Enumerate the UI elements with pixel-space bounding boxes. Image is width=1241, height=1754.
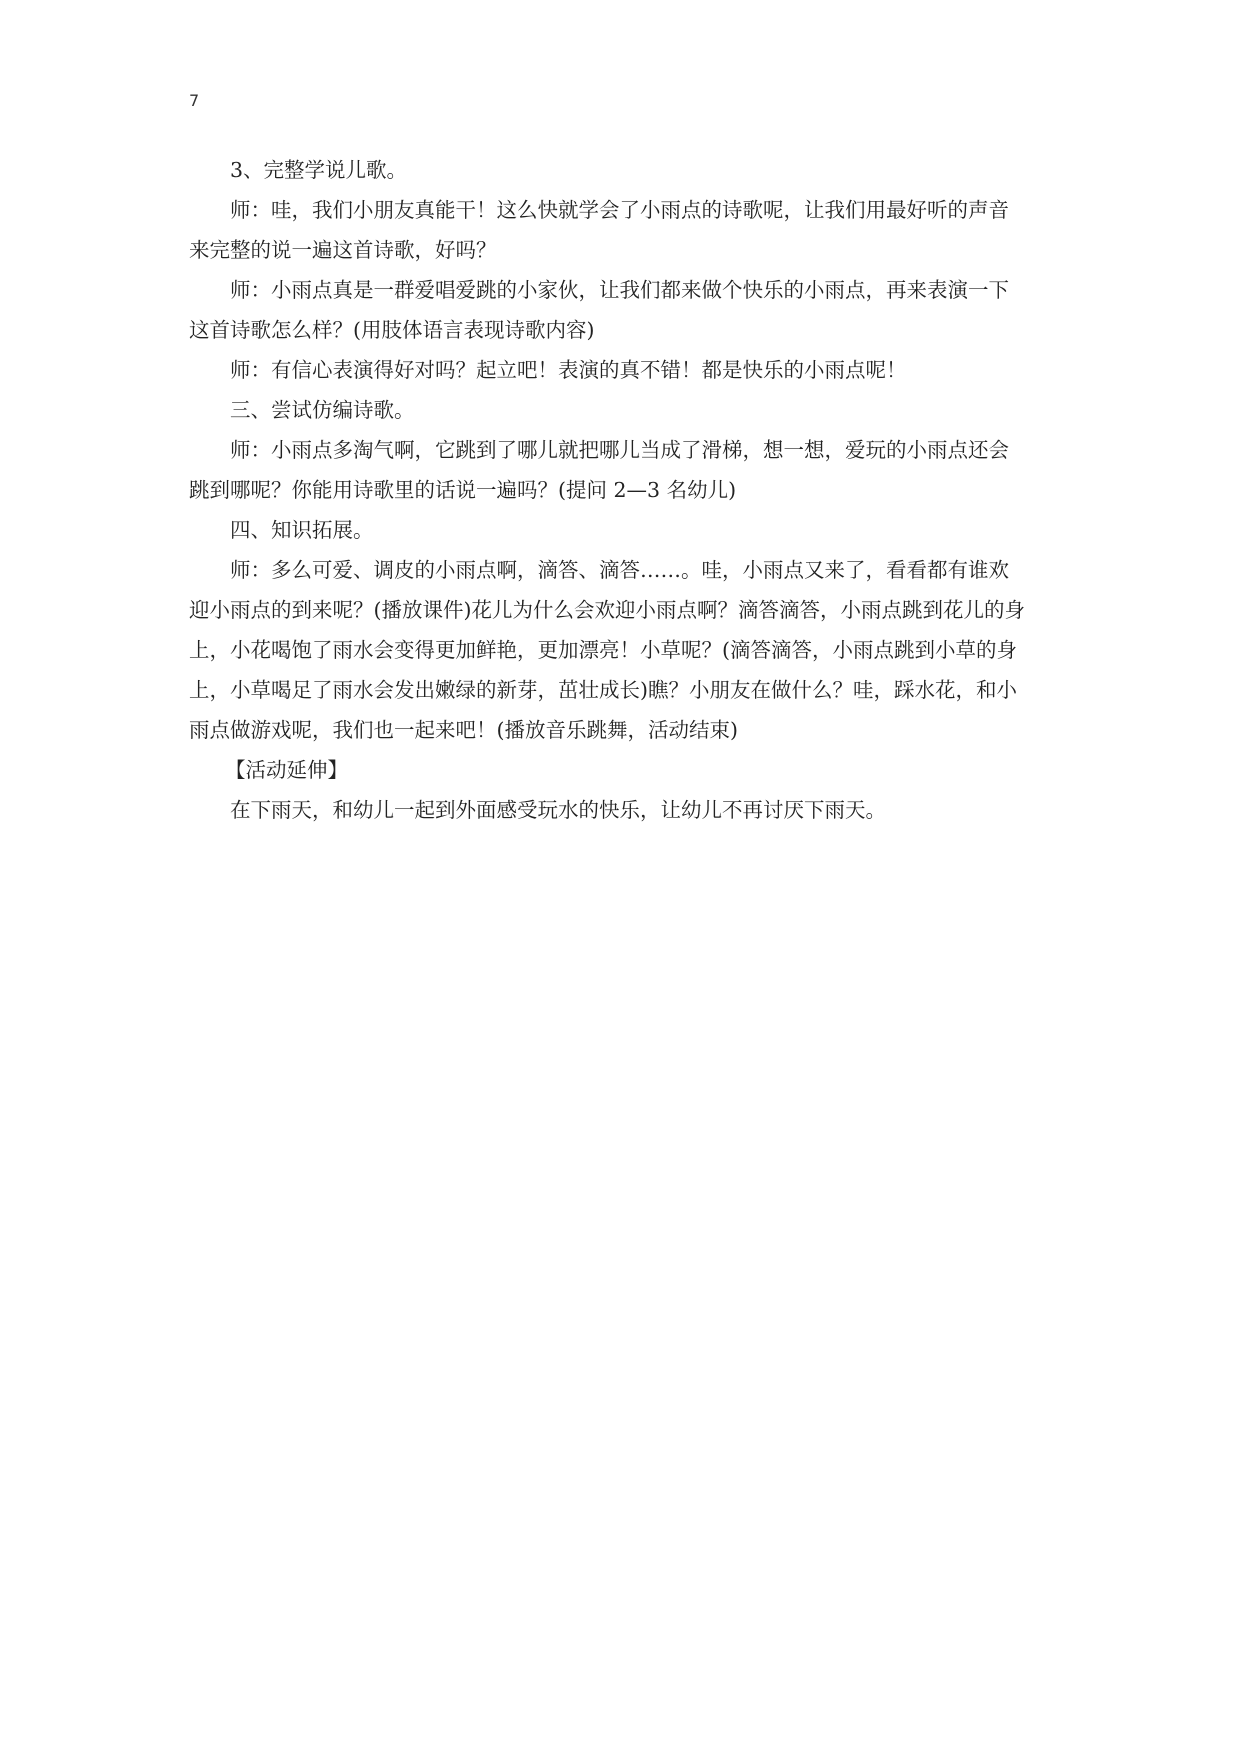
text-line: 三、尝试仿编诗歌。 xyxy=(230,398,415,422)
text-line: 【活动延伸】 xyxy=(225,758,348,782)
text-line: 这首诗歌怎么样？(用肢体语言表现诗歌内容) xyxy=(189,318,595,342)
text-line: 3、完整学说儿歌。 xyxy=(230,158,408,182)
page-number: 7 xyxy=(189,91,200,110)
paragraph-rainy-day xyxy=(189,790,1059,830)
text-line: 四、知识拓展。 xyxy=(230,518,374,542)
section-heading-imitate xyxy=(189,390,1059,430)
text-line: 师：多么可爱、调皮的小雨点啊，滴答、滴答……。哇，小雨点又来了，看看都有谁欢 xyxy=(230,558,1009,582)
text-line: 师：哇，我们小朋友真能干！这么快就学会了小雨点的诗歌呢，让我们用最好听的声音 xyxy=(230,198,1009,222)
text-line: 在下雨天，和幼儿一起到外面感受玩水的快乐，让幼儿不再讨厌下雨天。 xyxy=(230,798,886,822)
text-line: 来完整的说一遍这首诗歌，好吗？ xyxy=(189,238,497,262)
paragraph-teacher-confidence xyxy=(189,350,1059,390)
text-line: 迎小雨点的到来呢？(播放课件)花儿为什么会欢迎小雨点啊？滴答滴答，小雨点跳到花儿的身 xyxy=(189,598,1025,622)
text-line: 跳到哪呢？你能用诗歌里的话说一遍吗？(提问 2—3 名幼儿) xyxy=(189,478,737,502)
text-line: 师：小雨点真是一群爱唱爱跳的小家伙，让我们都来做个快乐的小雨点，再来表演一下 xyxy=(230,278,1009,302)
section-heading-extension xyxy=(189,510,1059,550)
text-line: 雨点做游戏呢，我们也一起来吧！(播放音乐跳舞，活动结束) xyxy=(189,718,738,742)
text-line: 上，小草喝足了雨水会发出嫩绿的新芽，茁壮成长)瞧？小朋友在做什么？哇，踩水花，和小 xyxy=(189,678,1017,702)
paragraph-teacher-cute xyxy=(189,550,1059,750)
section-heading-activity-extension xyxy=(189,750,1059,790)
paragraph-teacher-naughty xyxy=(189,430,1059,510)
text-line: 师：有信心表演得好对吗？起立吧！表演的真不错！都是快乐的小雨点呢！ xyxy=(230,358,907,382)
text-line: 师：小雨点多淘气啊，它跳到了哪儿就把哪儿当成了滑梯，想一想，爱玩的小雨点还会 xyxy=(230,438,1009,462)
text-line: 上，小花喝饱了雨水会变得更加鲜艳，更加漂亮！小草呢？(滴答滴答，小雨点跳到小草的身 xyxy=(189,638,1017,662)
document-body xyxy=(189,150,1059,830)
paragraph-teacher-praise xyxy=(189,190,1059,270)
paragraph-complete-song xyxy=(189,150,1059,190)
paragraph-teacher-perform xyxy=(189,270,1059,350)
